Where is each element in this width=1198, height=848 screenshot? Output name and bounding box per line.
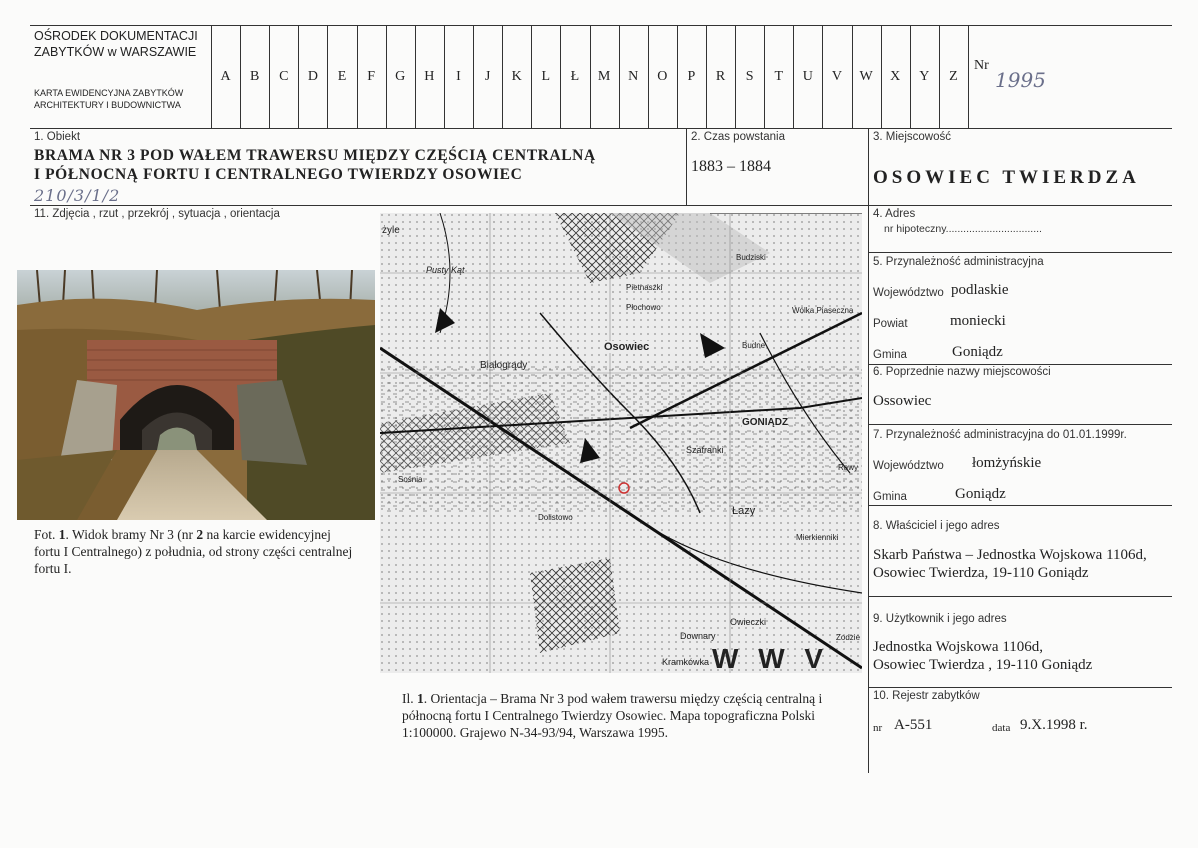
letter-divider [560, 25, 561, 128]
card-line2: ARCHITEKTURY I BUDOWNICTWA [34, 100, 181, 110]
commune-label: Gmina [873, 349, 907, 361]
letter-index-0: A [220, 69, 231, 84]
construction-date: 1883 – 1884 [691, 158, 771, 175]
map-label-goniadz: GONIĄDZ [742, 417, 789, 428]
register-date-value: 9.X.1998 r. [1020, 717, 1088, 733]
photo-caption-number2: 2 [196, 527, 204, 542]
map-label-budne: Budne [742, 341, 766, 350]
letter-index-9: J [484, 69, 491, 84]
nr-value: 1995 [995, 68, 1046, 92]
photo-caption [34, 526, 354, 577]
letter-divider [735, 25, 736, 128]
map-label-wolka: Wólka Piaseczna [792, 306, 854, 315]
letter-index-5: F [367, 69, 376, 84]
county-value: moniecki [950, 313, 1006, 329]
map-label-kramkowka: Kramkówka [662, 657, 710, 667]
register-date-label: data [992, 722, 1011, 734]
letter-index-10: K [511, 69, 522, 84]
gate-photo [17, 270, 375, 520]
map-label-sosnia: Sośnia [398, 475, 423, 484]
letter-divider [386, 25, 387, 128]
letter-divider [764, 25, 765, 128]
user-address [873, 638, 1092, 674]
letter-divider [910, 25, 911, 128]
former-commune-value: Goniądz [955, 486, 1006, 502]
photo-caption-prefix: Fot. [34, 527, 59, 542]
section4-label: 4. Adres [873, 208, 916, 220]
letter-index-20: U [802, 69, 813, 84]
letter-index-17: R [715, 69, 726, 84]
section10-label: 10. Rejestr zabytków [873, 690, 980, 702]
mortgage-number: nr hipoteczny................................. [884, 223, 1042, 235]
org-line2: ZABYTKÓW w WARSZAWIE [34, 45, 197, 59]
letter-divider [415, 25, 416, 128]
map-caption-prefix: Il. [402, 691, 417, 706]
letter-index-6: G [395, 69, 406, 84]
letter-divider [706, 25, 707, 128]
letter-divider [240, 25, 241, 128]
letter-index-22: W [859, 69, 873, 84]
letter-divider [298, 25, 299, 128]
section9-label: 9. Użytkownik i jego adres [873, 613, 1007, 625]
section7-label: 7. Przynależność administracyjna do 01.01.1999r. [873, 429, 1127, 441]
map-label-ww: W W V [712, 643, 830, 673]
letter-index-16: P [687, 69, 696, 84]
object-title-line2: I PÓŁNOCNĄ FORTU I CENTRALNEGO TWIERDZY OSOWIEC [34, 166, 523, 183]
register-nr-value: A-551 [894, 717, 933, 733]
map-label-owieczki: Owieczki [730, 617, 767, 627]
handwritten-code: 210/3/1/2 [34, 186, 121, 205]
map-label-pietnaszki: Pietnaszki [626, 283, 663, 292]
letter-divider [269, 25, 270, 128]
letter-index-14: N [628, 69, 639, 84]
section3-label: 3. Miejscowość [873, 131, 951, 143]
section8-label: 8. Właściciel i jego adres [873, 520, 1000, 532]
commune-value: Goniądz [952, 344, 1003, 360]
map-label-downary: Downary [680, 631, 716, 641]
photo-caption-text-b: na karcie ewidencyjnej fortu I Centralnego) z południa, od strony części centralnej fortu I. [34, 527, 353, 576]
letter-index-15: O [657, 69, 668, 84]
letter-index-2: C [279, 69, 289, 84]
object-title [34, 146, 596, 184]
topographic-map [380, 213, 862, 673]
letter-divider [357, 25, 358, 128]
user-line1: Jednostka Wojskowa 1106d, [873, 639, 1044, 655]
letter-divider [648, 25, 649, 128]
object-title-line1: BRAMA NR 3 POD WAŁEM TRAWERSU MIĘDZY CZĘŚCIĄ CENTRALNĄ [34, 147, 596, 164]
map-label-rawy: Rawy [838, 463, 859, 472]
card-type [34, 87, 183, 111]
section2-label: 2. Czas powstania [691, 131, 785, 143]
org-name [34, 28, 198, 60]
letter-index-13: M [597, 69, 611, 84]
letter-divider [881, 25, 882, 128]
letter-divider [939, 25, 940, 128]
letter-index-21: V [831, 69, 843, 84]
former-name: Ossowiec [873, 393, 932, 409]
map-caption-text: . Orientacja – Brama Nr 3 pod wałem trawersu między częścią centralną i północną fortu I Centralnego Twierdzy Osowiec. Mapa topograficzna Polski 1:100000. Grajewo N-34-93/94, Warszawa 1995. [402, 691, 823, 740]
map-caption-number: 1 [417, 691, 424, 706]
letter-index-3: D [307, 69, 318, 84]
county-label: Powiat [873, 318, 908, 330]
section6-label: 6. Poprzednie nazwy miejscowości [873, 366, 1051, 378]
voivodeship-value: podlaskie [951, 282, 1009, 298]
letter-divider [502, 25, 503, 128]
letter-index-8: I [456, 69, 461, 84]
map-label-szafranki: Szafranki [686, 445, 724, 455]
letter-index-4: E [337, 69, 347, 84]
section1-label: 1. Obiekt [34, 131, 81, 143]
photo-caption-text-a: . Widok bramy Nr 3 (nr [65, 527, 197, 542]
letter-divider [590, 25, 591, 128]
letter-index-24: Y [919, 69, 930, 84]
owner-address [873, 546, 1147, 582]
owner-line1: Skarb Państwa – Jednostka Wojskowa 1106d, [873, 547, 1147, 563]
letter-index-18: S [745, 69, 754, 84]
map-label-mierkienniki: Mierkienniki [796, 533, 839, 542]
letter-divider [852, 25, 853, 128]
letter-divider [793, 25, 794, 128]
photo-caption-number: 1 [58, 527, 66, 542]
map-label-budziski: Budziski [736, 253, 766, 262]
letter-index-7: H [424, 69, 435, 84]
user-line2: Osowiec Twierdza , 19-110 Goniądz [873, 657, 1093, 673]
locality: OSOWIEC TWIERDZA [873, 167, 1140, 188]
map-label-dolistowo: Dolistowo [538, 513, 573, 522]
owner-line2: Osowiec Twierdza, 19-110 Goniądz [873, 565, 1089, 581]
letter-index-23: X [890, 69, 901, 84]
letter-index-19: T [774, 69, 784, 84]
letter-index-1: B [249, 69, 260, 84]
letter-index-11: L [541, 69, 551, 84]
section11-label: 11. Zdjęcia , rzut , przekrój , sytuacja , orientacja [34, 208, 280, 220]
letter-divider [327, 25, 328, 128]
former-commune-label: Gmina [873, 491, 907, 503]
letter-divider [619, 25, 620, 128]
letter-index-25: Z [949, 69, 958, 84]
map-label-osowiec: Osowiec [604, 341, 650, 353]
letter-divider [473, 25, 474, 128]
nr-label: Nr [974, 58, 989, 73]
register-nr-label: nr [873, 722, 883, 734]
map-caption [402, 690, 846, 741]
letter-divider [444, 25, 445, 128]
map-label-pusty-kat: Pusty Kąt [426, 265, 465, 275]
map-label-lazy: Łazy [732, 505, 756, 517]
voivodeship-label: Województwo [873, 287, 944, 299]
map-label-bialogrady: Białogrądy [480, 360, 528, 371]
map-label-zodzie: Zodzie [836, 633, 861, 642]
former-voivodeship-value: łomżyńskie [972, 455, 1042, 471]
letter-divider [531, 25, 532, 128]
former-voivodeship-label: Województwo [873, 460, 944, 472]
map-label-zyle: żyle [382, 225, 400, 236]
letter-divider [677, 25, 678, 128]
letter-index-12: Ł [570, 69, 580, 84]
letter-divider [822, 25, 823, 128]
org-line1: OŚRODEK DOKUMENTACJI [34, 29, 198, 43]
section5-label: 5. Przynależność administracyjna [873, 256, 1044, 268]
map-label-plochowo: Płochowo [626, 303, 661, 312]
card-line1: KARTA EWIDENCYJNA ZABYTKÓW [34, 88, 184, 98]
